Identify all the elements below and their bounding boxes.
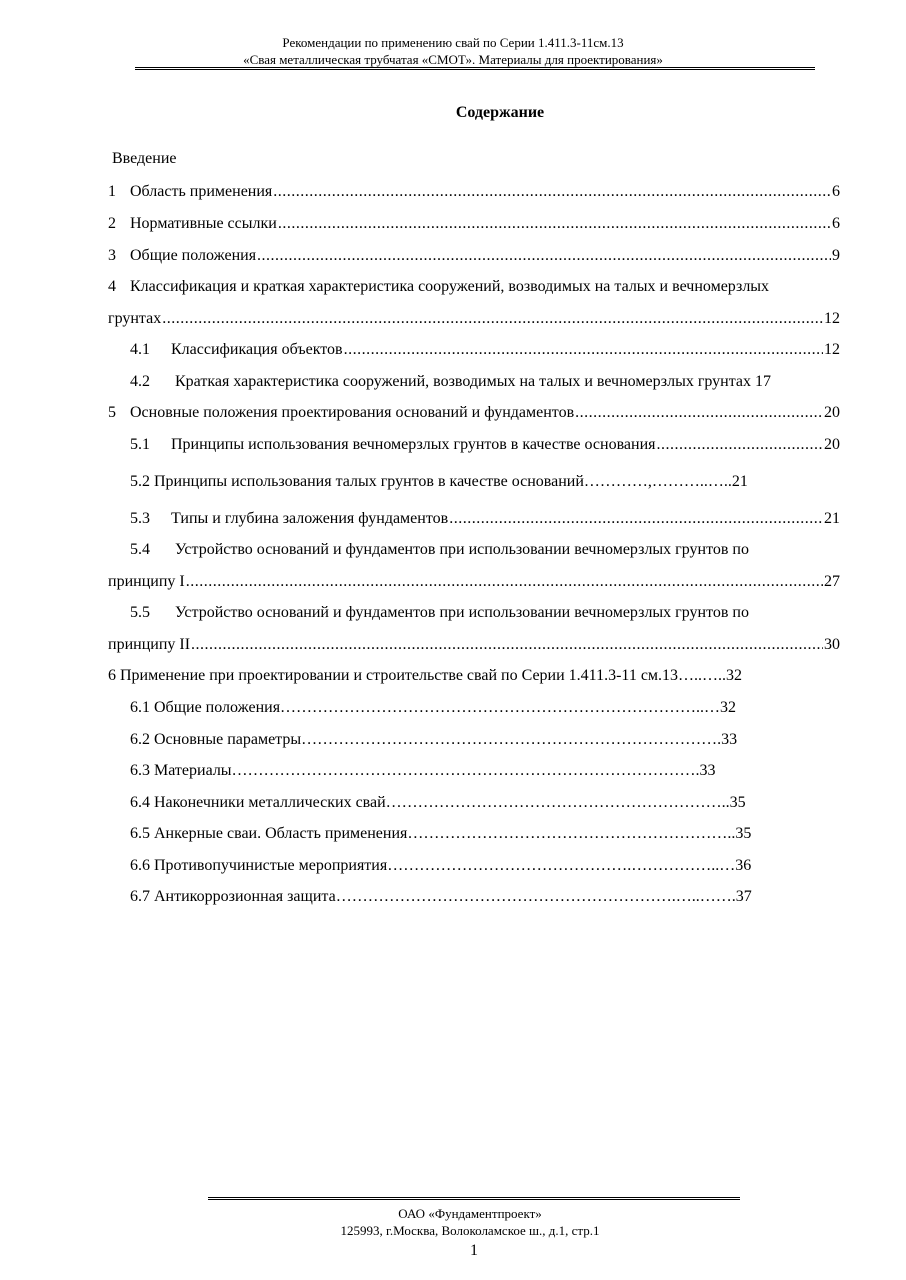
toc-leader	[278, 215, 831, 233]
page-number: 1	[470, 1242, 478, 1259]
toc-entry-text: Общие положения	[130, 247, 257, 264]
toc-entry-text: Классификация и краткая характеристика сооружений, возводимых на талых и вечномерзлых	[130, 278, 770, 295]
toc-entry-5-1[interactable]	[130, 436, 840, 458]
toc-entry-page: 12	[824, 341, 840, 358]
toc-intro: Введение	[112, 150, 177, 167]
header-line-2: «Свая металлическая трубчатая «СМОТ». Материалы для проектирования»	[243, 52, 663, 67]
toc-entry-4-cont[interactable]	[108, 310, 840, 332]
toc-entry-text: Типы и глубина заложения фундаментов	[171, 510, 449, 527]
toc-entry-6-1[interactable]: 6.1 Общие положения……………………………………………………………………..…32	[130, 699, 737, 716]
toc-entry-6[interactable]: 6 Применение при проектировании и строительстве свай по Серии 1.411.3-11 см.13…..…..32	[108, 667, 743, 684]
toc-leader	[162, 310, 823, 328]
toc-entry-num: 5.4	[130, 541, 150, 558]
toc-entry-page: 30	[824, 636, 840, 653]
footer-org: ОАО «Фундаментпроект»	[398, 1206, 542, 1221]
toc-entry-page: 20	[824, 404, 840, 421]
toc-entry-5-4-cont[interactable]	[108, 573, 840, 595]
header-line-1: Рекомендации по применению свай по Серии 1.411.3-11см.13	[282, 35, 624, 50]
toc-entry-6-2[interactable]: 6.2 Основные параметры…………………………………………………………………….33	[130, 731, 738, 748]
toc-entry-text: Принципы использования вечномерзлых грунтов в качестве основания	[171, 436, 656, 453]
toc-leader	[449, 510, 823, 528]
toc-entry-text: Классификация объектов	[171, 341, 343, 358]
toc-entry-5-5[interactable]	[130, 604, 862, 622]
toc-entry-page: 6	[832, 183, 840, 200]
toc-entry-num: 4.1	[130, 341, 150, 358]
toc-leader	[186, 573, 823, 591]
toc-entry-text: Краткая характеристика сооружений, возводимых на талых и вечномерзлых грунтах	[175, 373, 752, 390]
running-footer	[0, 1205, 906, 1239]
toc-entry-2[interactable]	[108, 215, 840, 237]
toc-entry-page: 21	[824, 510, 840, 527]
toc-entry-page: 17	[755, 373, 772, 390]
toc-entry-text: Нормативные ссылки	[130, 215, 277, 232]
toc-entry-num: 4	[108, 278, 116, 295]
footer-rule	[208, 1197, 740, 1200]
footer-address: 125993, г.Москва, Волоколамское ш., д.1, стр.1	[340, 1223, 600, 1238]
toc-entry-4-2[interactable]	[130, 373, 862, 391]
toc-entry-1[interactable]	[108, 183, 840, 205]
toc-entry-text: Устройство оснований и фундаментов при использовании вечномерзлых грунтов по	[175, 604, 749, 621]
toc-entry-page: 9	[832, 247, 840, 264]
toc-entry-6-4[interactable]: 6.4 Наконечники металлических свай………………………………………………………..35	[130, 794, 746, 811]
toc-entry-5-3[interactable]	[130, 510, 840, 532]
toc-entry-6-5[interactable]: 6.5 Анкерные сваи. Область применения……………………………………………………..35	[130, 825, 752, 842]
toc-entry-num: 1	[108, 183, 116, 200]
toc-entry-text: Основные положения проектирования оснований и фундаментов	[130, 404, 575, 421]
toc-entry-num: 5	[108, 404, 116, 421]
toc-entry-5-2[interactable]: 5.2 Принципы использования талых грунтов в качестве оснований…………,………..…..21	[130, 473, 748, 490]
toc-entry-num: 2	[108, 215, 116, 232]
toc-entry-page: 12	[824, 310, 840, 327]
toc-entry-num: 5.5	[130, 604, 150, 621]
toc-entry-4-1[interactable]	[130, 341, 840, 363]
page-title: Содержание	[455, 104, 545, 121]
running-header	[0, 34, 906, 68]
toc-entry-6-3[interactable]: 6.3 Материалы…………………………………………………………………………….33	[130, 762, 716, 779]
toc-entry-text: Устройство оснований и фундаментов при использовании вечномерзлых грунтов по	[175, 541, 749, 558]
toc-leader	[344, 341, 823, 359]
toc-entry-text-cont: принципу II	[108, 636, 191, 653]
toc-entry-num: 3	[108, 247, 116, 264]
toc-entry-6-6[interactable]: 6.6 Противопучинистые мероприятия……………………………………….……………..…36	[130, 857, 752, 874]
toc-entry-page: 27	[824, 573, 840, 590]
toc-leader	[575, 404, 823, 422]
toc-entry-text: Область применения	[130, 183, 273, 200]
toc-leader	[657, 436, 823, 454]
toc-entry-page: 20	[824, 436, 840, 453]
toc-entry-3[interactable]	[108, 247, 840, 269]
header-rule	[135, 67, 815, 70]
toc-leader	[257, 247, 831, 265]
toc-entry-num: 4.2	[130, 373, 150, 390]
toc-entry-5-4[interactable]	[130, 541, 862, 559]
toc-entry-6-7[interactable]: 6.7 Антикоррозионная защита……………………………………………………….…..…….37	[130, 888, 752, 905]
toc-entry-4[interactable]	[108, 278, 840, 296]
toc-leader	[191, 636, 823, 654]
toc-entry-text-cont: принципу I	[108, 573, 185, 590]
toc-entry-5-5-cont[interactable]	[108, 636, 840, 658]
toc-entry-5[interactable]	[108, 404, 840, 426]
toc-leader	[273, 183, 831, 201]
toc-entry-num: 5.3	[130, 510, 150, 527]
toc-entry-text-cont: грунтах	[108, 310, 162, 327]
toc-entry-num: 5.1	[130, 436, 150, 453]
toc-entry-page: 6	[832, 215, 840, 232]
